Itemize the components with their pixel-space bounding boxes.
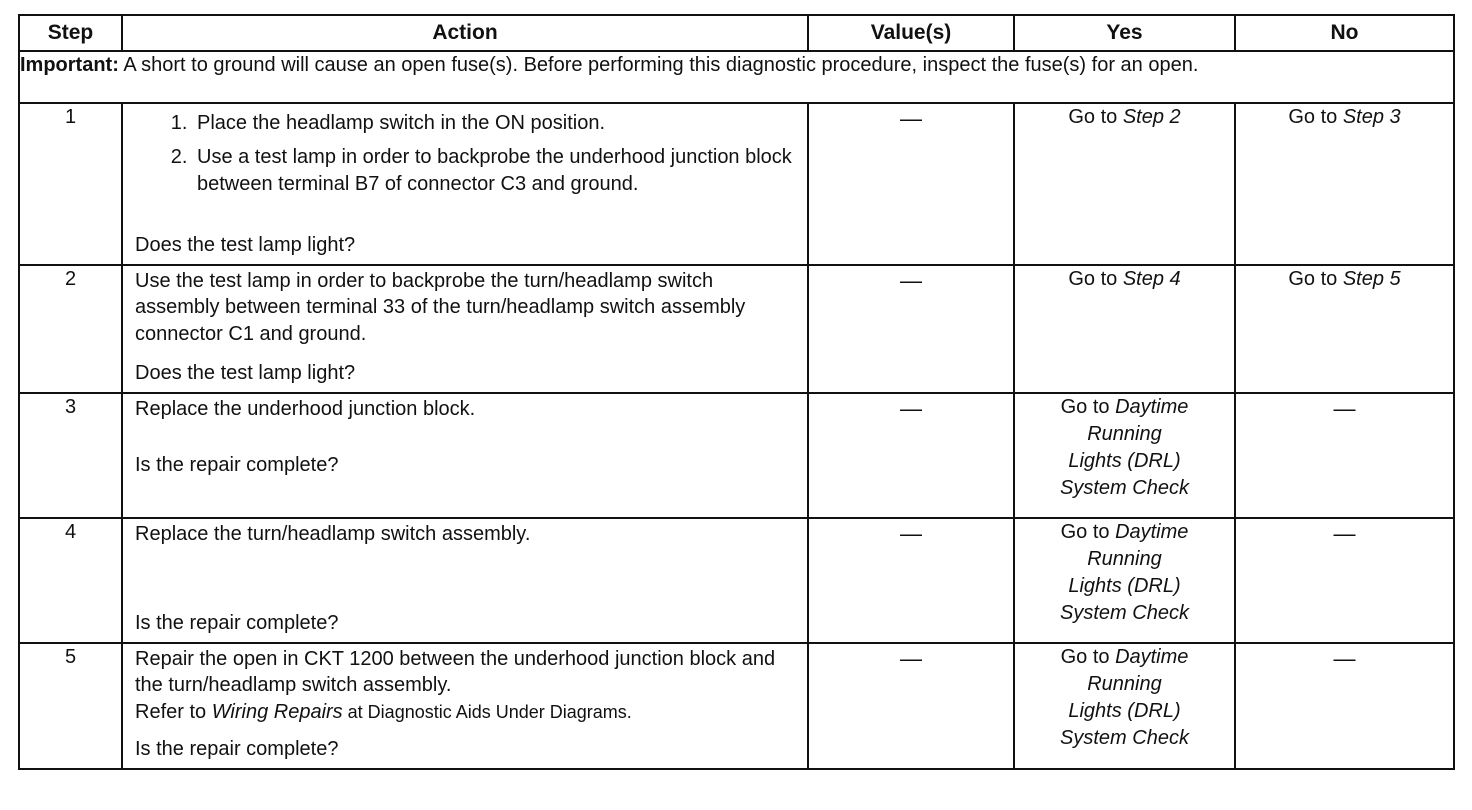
table-row (19, 265, 1454, 393)
yes-cell (1014, 393, 1235, 518)
action-list (135, 106, 797, 205)
yes-cell (1014, 265, 1235, 393)
table-row (19, 643, 1454, 769)
yes-step-link[interactable]: Step 4 (1122, 268, 1181, 290)
important-note (19, 51, 1454, 103)
header-action: Action (122, 15, 808, 51)
step-number: 3 (19, 393, 122, 518)
action-question: Is the repair complete? (135, 454, 339, 477)
action-text: Use the test lamp in order to backprobe the turn/headlamp switch assembly between terminal 33 of the turn/headlamp switch assembly connector C1 and ground. (135, 270, 746, 345)
refer-line (135, 699, 797, 725)
yes-prefix: Go to (1060, 396, 1116, 418)
drl-check-link-line[interactable]: Lights (DRL) (1068, 575, 1181, 597)
action-item: 1. Place the headlamp switch in the ON position. (193, 110, 797, 136)
drl-check-link-line[interactable]: System Check (1060, 727, 1189, 749)
action-text: Replace the underhood junction block. (135, 398, 476, 420)
action-cell (122, 265, 808, 393)
no-cell: — (1235, 393, 1454, 518)
table-row (19, 103, 1454, 265)
action-text: Repair the open in CKT 1200 between the underhood junction block and the turn/headlamp switch assembly. (135, 648, 776, 697)
no-cell: — (1235, 518, 1454, 643)
diagnostic-table (18, 14, 1455, 770)
header-values: Value(s) (808, 15, 1014, 51)
value-cell: — (808, 393, 1014, 518)
drl-check-link[interactable]: Daytime (1115, 521, 1189, 543)
yes-step-link[interactable]: Step 2 (1122, 106, 1181, 128)
step-number: 4 (19, 518, 122, 643)
yes-cell (1014, 518, 1235, 643)
drl-check-link[interactable]: Daytime (1115, 396, 1189, 418)
drl-check-link-line[interactable]: Running (1087, 423, 1162, 445)
drl-check-link[interactable]: Daytime (1115, 646, 1189, 668)
action-item: 2. Use a test lamp in order to backprobe the underhood junction block between terminal B7 of connector C3 and ground. (193, 144, 797, 197)
no-cell (1235, 103, 1454, 265)
table-row (19, 518, 1454, 643)
action-question: Does the test lamp light? (135, 233, 356, 256)
step-number: 2 (19, 265, 122, 393)
value-cell: — (808, 518, 1014, 643)
table-row (19, 393, 1454, 518)
drl-check-link-line[interactable]: Lights (DRL) (1068, 700, 1181, 722)
no-cell: — (1235, 643, 1454, 769)
value-cell: — (808, 643, 1014, 769)
value-cell: — (808, 265, 1014, 393)
wiring-repairs-link[interactable]: Wiring Repairs (211, 700, 343, 723)
refer-prefix: Refer to (135, 700, 212, 723)
action-cell (122, 643, 808, 769)
drl-check-link-line[interactable]: System Check (1060, 477, 1189, 499)
drl-check-link-line[interactable]: System Check (1060, 602, 1189, 624)
no-prefix: Go to (1288, 106, 1343, 128)
action-cell (122, 103, 808, 265)
drl-check-link-line[interactable]: Running (1087, 673, 1162, 695)
important-row (19, 51, 1454, 103)
step-number: 5 (19, 643, 122, 769)
value-cell: — (808, 103, 1014, 265)
yes-prefix: Go to (1060, 521, 1116, 543)
no-prefix: Go to (1288, 268, 1343, 290)
drl-check-link-line[interactable]: Running (1087, 548, 1162, 570)
header-no: No (1235, 15, 1454, 51)
yes-prefix: Go to (1060, 646, 1116, 668)
refer-suffix: at Diagnostic Aids Under Diagrams. (342, 701, 632, 722)
yes-cell (1014, 643, 1235, 769)
drl-check-link-line[interactable]: Lights (DRL) (1068, 450, 1181, 472)
header-yes: Yes (1014, 15, 1235, 51)
no-step-link[interactable]: Step 3 (1342, 106, 1401, 128)
no-cell (1235, 265, 1454, 393)
important-label: Important: (20, 54, 119, 76)
header-row (19, 15, 1454, 51)
header-step: Step (19, 15, 122, 51)
no-step-link[interactable]: Step 5 (1342, 268, 1401, 290)
action-question: Does the test lamp light? (135, 361, 356, 384)
action-text: Replace the turn/headlamp switch assembly. (135, 523, 531, 545)
action-cell (122, 518, 808, 643)
yes-prefix: Go to (1068, 106, 1123, 128)
step-number: 1 (19, 103, 122, 265)
action-question: Is the repair complete? (135, 611, 339, 634)
yes-prefix: Go to (1068, 268, 1123, 290)
action-cell (122, 393, 808, 518)
action-question: Is the repair complete? (135, 737, 339, 760)
important-text: A short to ground will cause an open fuse(s). Before performing this diagnostic procedure, inspect the fuse(s) for an open. (118, 54, 1199, 76)
yes-cell (1014, 103, 1235, 265)
